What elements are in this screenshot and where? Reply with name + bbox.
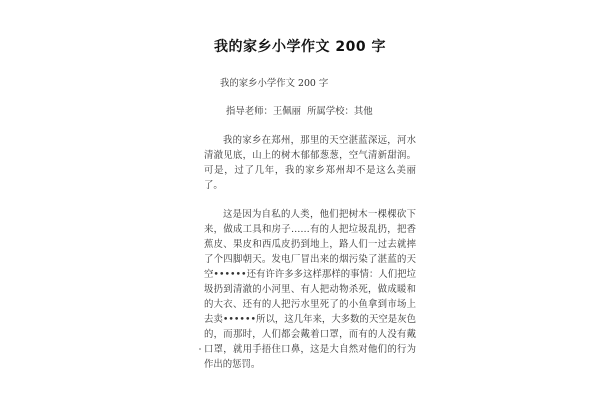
page-mark xyxy=(199,348,201,350)
teacher-name: 王佩丽 xyxy=(272,106,302,117)
school-label: 所属学校： xyxy=(307,106,354,117)
teacher-label: 指导老师： xyxy=(226,106,273,117)
essay-paragraph: 这是因为自私的人类，他们把树木一棵棵砍下来，做成工具和房子……有的人把垃圾乱扔，把香蕉皮、果皮和西瓜皮扔到地上，路人们一过去就摔了个四脚朝天。发电厂冒出来的烟污染了湛蓝的天空••••••还有许许多多这样那样的事情：人们把垃圾扔到清澈的小河里、有人把动物杀死，做成暖和的大衣、还有的人把污水里死了的小鱼拿到市场上去卖••••••所以，这几年来，大多数的天空是灰色的，而那时，人们都会戴着口罩，而有的人没有戴口罩，就用手捂住口鼻，这是大自然对他们的行为作出的惩罚。 xyxy=(204,209,416,370)
document-meta xyxy=(226,104,416,119)
page-title: 我的家乡小学作文 200 字 xyxy=(214,39,386,55)
essay-paragraph: 我的家乡在郑州，那里的天空湛蓝深远，河水清澈见底，山上的树木郁郁葱葱，空气清新甜润。可是，过了几年，我的家乡郑州却不是这么美丽了。 xyxy=(204,135,416,191)
school-name: 其他 xyxy=(353,106,373,117)
document-subtitle: 我的家乡小学作文 200 字 xyxy=(220,78,329,89)
document-body xyxy=(204,76,416,372)
